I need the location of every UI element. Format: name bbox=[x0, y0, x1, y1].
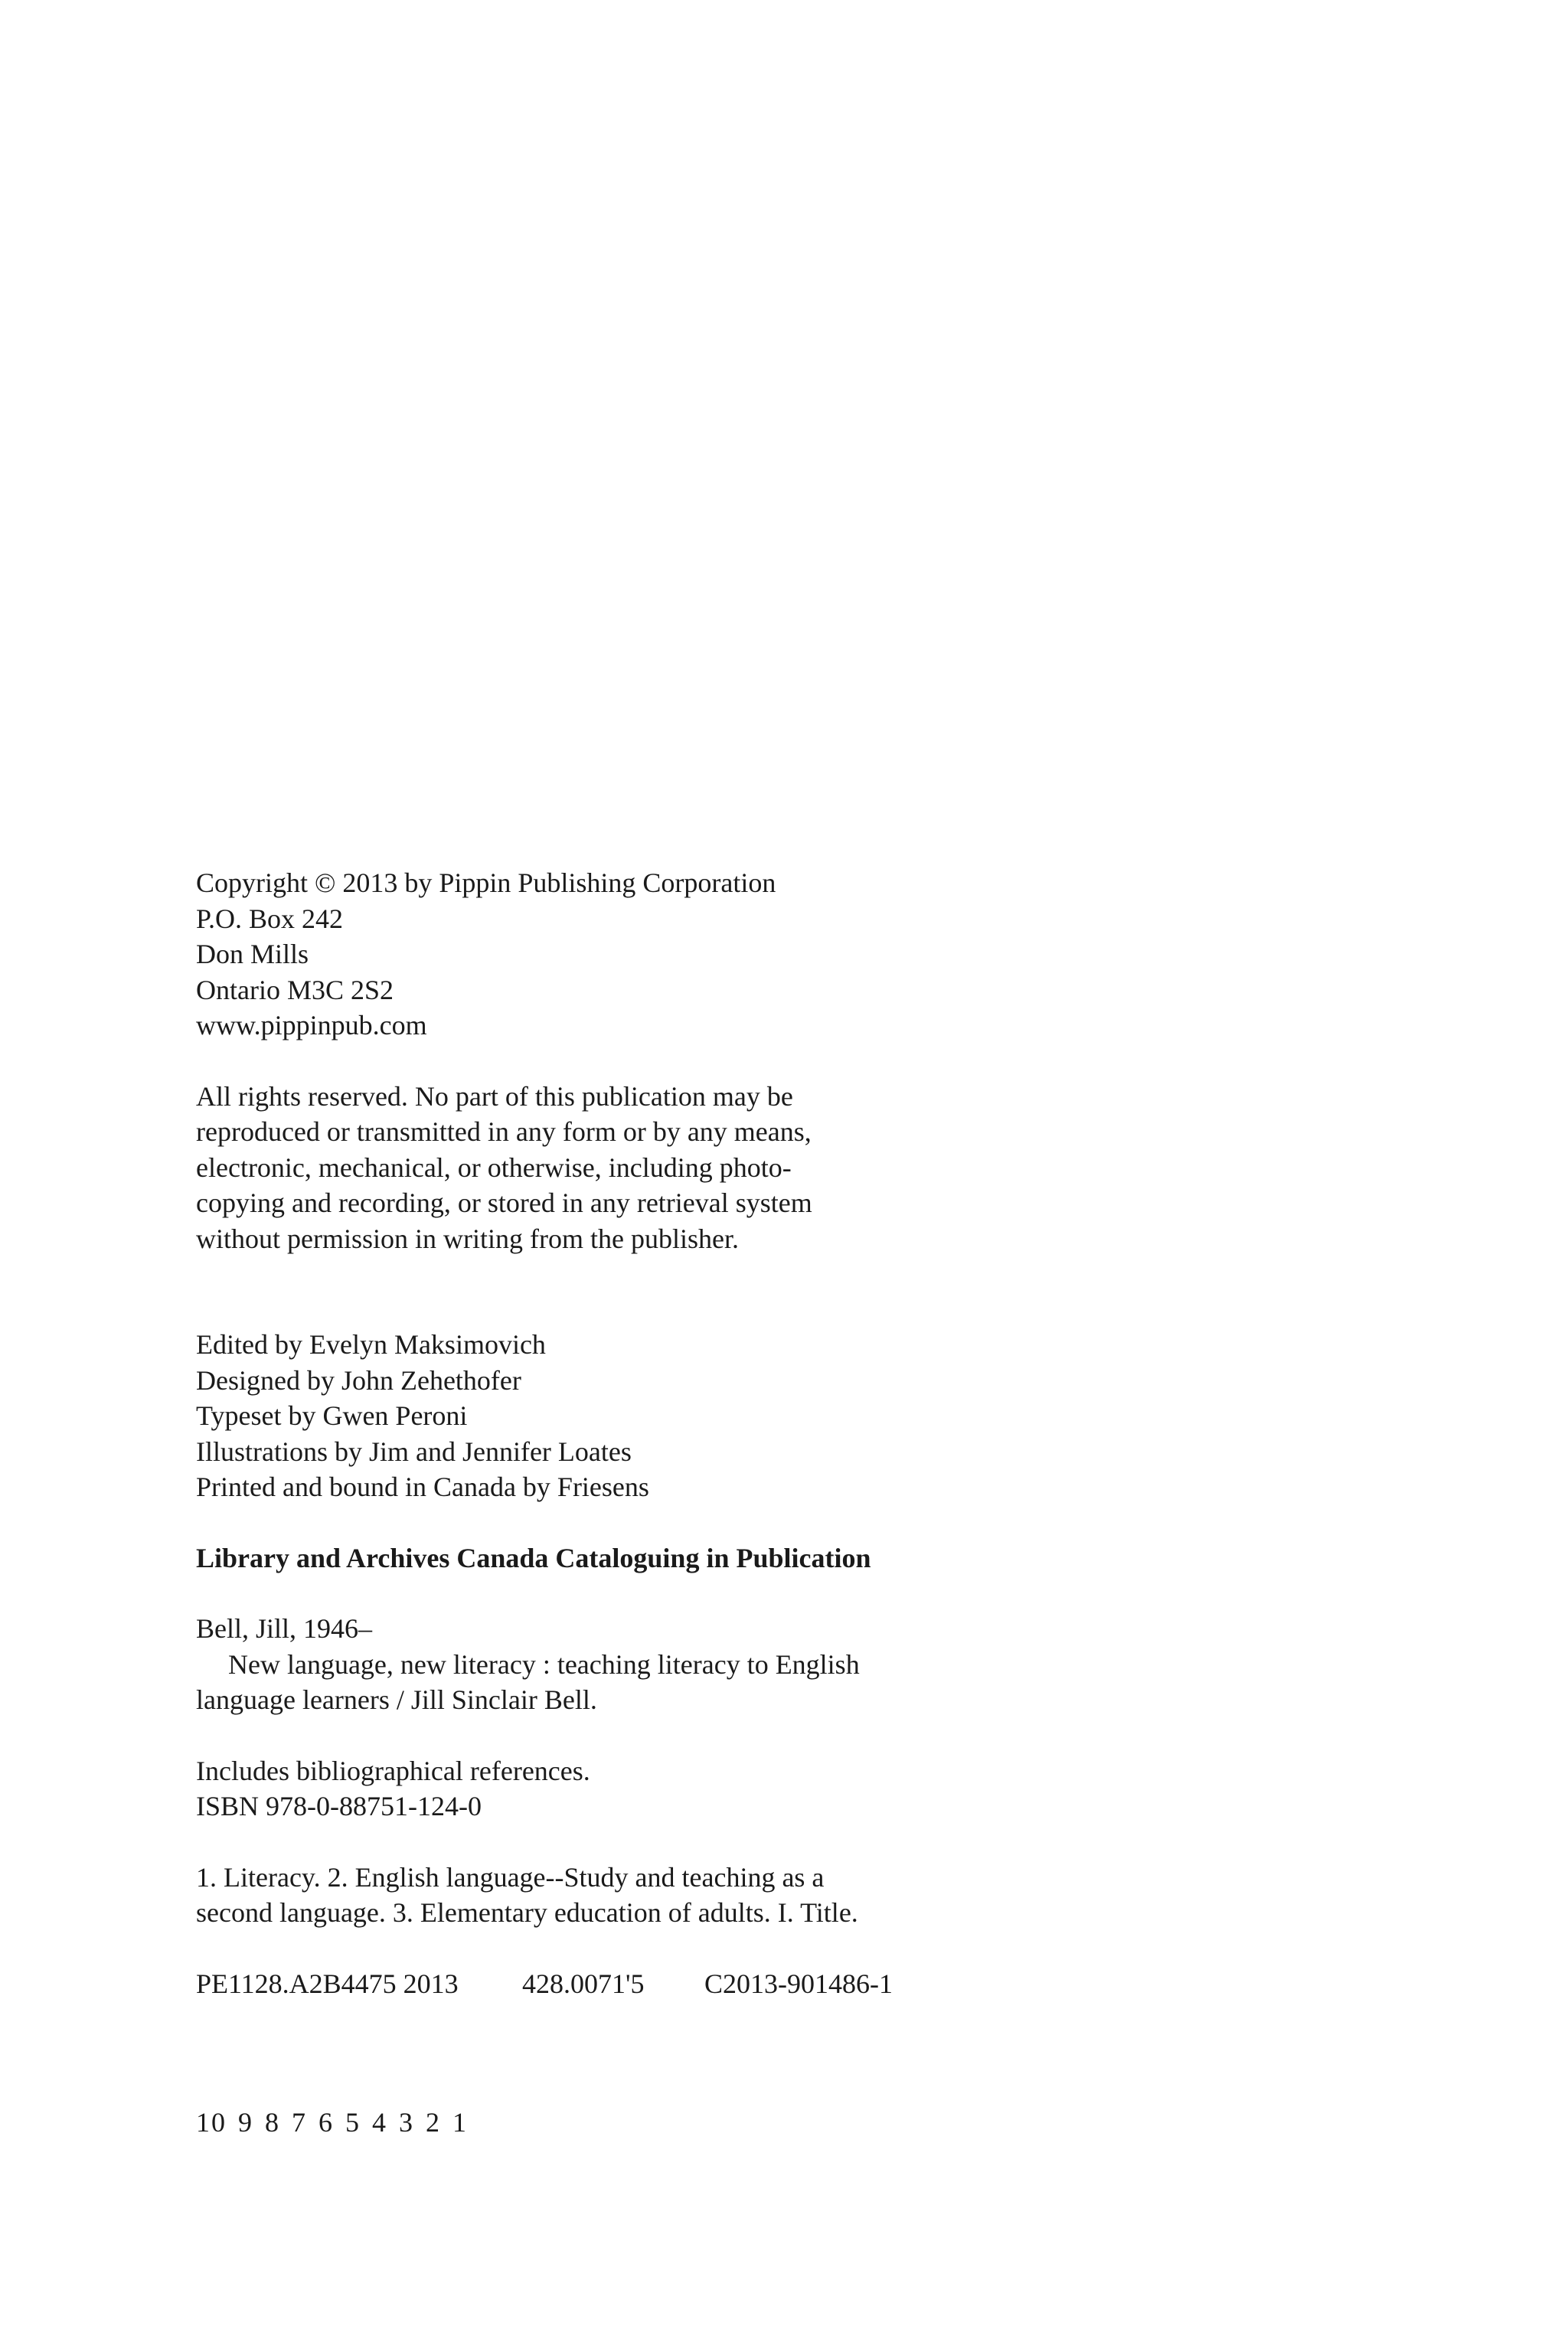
cip-title-line: New language, new literacy : teaching literacy to English bbox=[228, 1648, 860, 1680]
cip-title-line: language learners / Jill Sinclair Bell. bbox=[196, 1684, 597, 1715]
cip-subject-line: second language. 3. Elementary education of adults. I. Title. bbox=[196, 1897, 858, 1928]
cip-subject-line: 1. Literacy. 2. English language--Study and teaching as a bbox=[196, 1861, 825, 1893]
cip-notes bbox=[196, 1753, 1344, 1824]
province-postal: Ontario M3C 2S2 bbox=[196, 974, 394, 1005]
cip-entry bbox=[196, 1611, 1344, 1718]
cip-heading: Library and Archives Canada Cataloguing in Publication bbox=[196, 1542, 871, 1573]
designer-credit: Designed by John Zehethofer bbox=[196, 1364, 521, 1396]
lc-call-number: PE1128.A2B4475 2013 bbox=[196, 1968, 459, 1999]
cip-author: Bell, Jill, 1946– bbox=[196, 1613, 373, 1644]
rights-line: copying and recording, or stored in any retrieval system bbox=[196, 1187, 812, 1218]
rights-line: reproduced or transmitted in any form or by any means, bbox=[196, 1116, 812, 1147]
cip-number: C2013-901486-1 bbox=[704, 1968, 893, 1999]
city: Don Mills bbox=[196, 939, 309, 969]
rights-line: All rights reserved. No part of this publication may be bbox=[196, 1080, 793, 1112]
cip-block bbox=[196, 1540, 1344, 2002]
rights-line: electronic, mechanical, or otherwise, including photo- bbox=[196, 1152, 792, 1183]
typesetter-credit: Typeset by Gwen Peroni bbox=[196, 1400, 468, 1431]
rights-line: without permission in writing from the publisher. bbox=[196, 1223, 739, 1254]
publisher-block bbox=[196, 865, 1344, 1044]
copyright-notice: Copyright © 2013 by Pippin Publishing Corporation bbox=[196, 867, 776, 898]
printing-line-block bbox=[196, 2105, 1344, 2141]
rights-statement bbox=[196, 1079, 1344, 1257]
credits-block bbox=[196, 1327, 1344, 1505]
cip-isbn: ISBN 978-0-88751-124-0 bbox=[196, 1791, 482, 1821]
dewey-number: 428.0071'5 bbox=[522, 1968, 645, 1999]
cip-bibliography-note: Includes bibliographical references. bbox=[196, 1755, 590, 1786]
website: www.pippinpub.com bbox=[196, 1010, 427, 1040]
po-box: P.O. Box 242 bbox=[196, 903, 344, 934]
illustrator-credit: Illustrations by Jim and Jennifer Loates bbox=[196, 1436, 632, 1467]
editor-credit: Edited by Evelyn Maksimovich bbox=[196, 1329, 546, 1360]
printing-line: 10 9 8 7 6 5 4 3 2 1 bbox=[196, 2107, 468, 2138]
cip-classification-row bbox=[196, 1966, 1344, 2002]
copyright-page bbox=[196, 865, 1344, 2141]
printer-credit: Printed and bound in Canada by Friesens bbox=[196, 1472, 649, 1502]
cip-subjects bbox=[196, 1860, 1344, 1931]
